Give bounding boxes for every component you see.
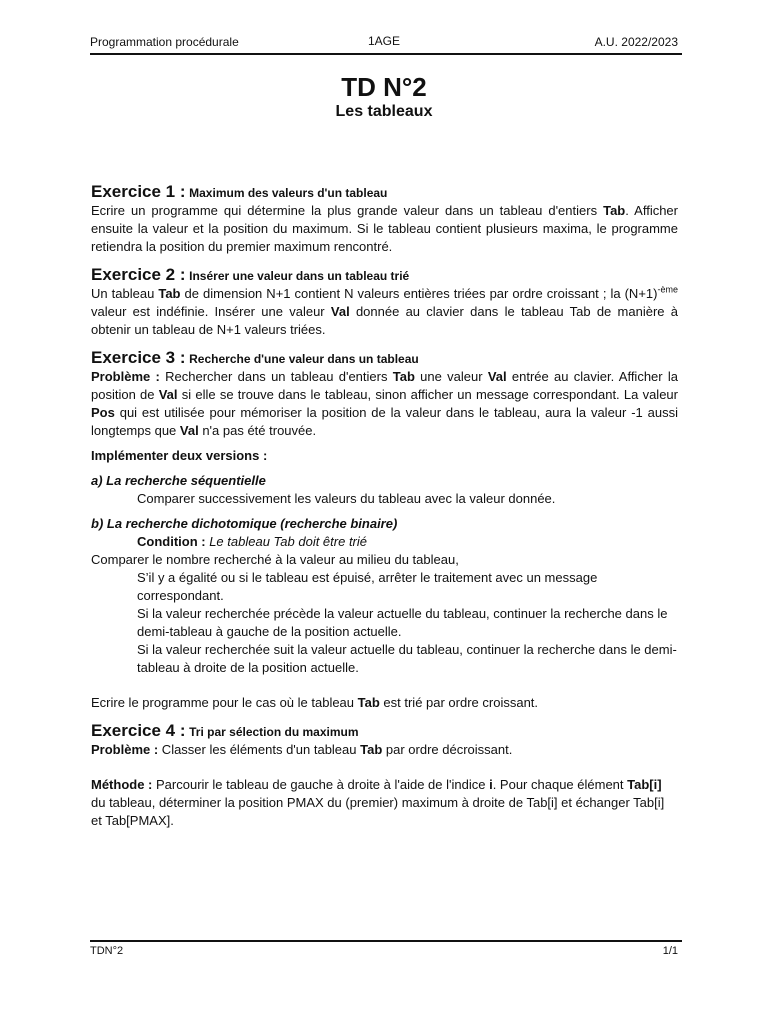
exercise-3-final: Ecrire le programme pour le cas où le tableau Tab est trié par ordre croissant. bbox=[91, 695, 539, 710]
exercise-1-label: Exercice 1 : bbox=[91, 182, 186, 201]
exercise-3-heading bbox=[91, 349, 678, 368]
page-footer bbox=[90, 945, 678, 957]
page-subtitle: Les tableaux bbox=[335, 103, 433, 120]
exercise-3-label: Exercice 3 : bbox=[91, 348, 186, 367]
footer-doc-name: TDN°2 bbox=[90, 945, 124, 957]
exercise-1-text: Ecrire un programme qui détermine la plus grande valeur dans un tableau d'entiers Tab. Afficher ensuite la valeur et la position du maximum. Si le tableau contient plusieurs maxima, le programme retiendra la position du premier maximum rencontré. bbox=[91, 203, 678, 254]
exercise-3-step-1: S’il y a égalité ou si le tableau est épuisé, arrêter le traitement avec un message correspondant. bbox=[137, 570, 598, 603]
exercise-2-text: Un tableau Tab de dimension N+1 contient N valeurs entières triées par ordre croissant ; la $(N+1)^{-ème}$ valeur est indéfinie. Insérer une valeur Val donnée au clavier dans le tableau Tab de manière à obtenir un tableau de N+1 valeurs triées. bbox=[91, 284, 678, 337]
exercise-3-version-a-title: a) La recherche séquentielle bbox=[91, 473, 266, 488]
exercise-2-heading bbox=[91, 266, 678, 285]
exercise-4-label: Exercice 4 : bbox=[91, 721, 186, 740]
footer-page-number: 1/1 bbox=[662, 945, 678, 957]
document-body bbox=[91, 183, 678, 830]
exercise-1-heading bbox=[91, 183, 678, 202]
header-year: A.U. 2022/2023 bbox=[594, 35, 678, 49]
footer-rule bbox=[90, 940, 682, 942]
header-course: Programmation procédurale bbox=[90, 35, 239, 49]
exercise-4-method: Méthode : Parcourir le tableau de gauche à droite à l'aide de l'indice i. Pour chaque élément Tab[i] du tableau, déterminer la position PMAX du (premier) maximum à droite de Tab[i] et échanger Tab[i] et Tab[PMAX]. bbox=[91, 777, 665, 828]
exercise-1-topic: Maximum des valeurs d'un tableau bbox=[189, 186, 388, 200]
page-header bbox=[90, 33, 678, 51]
exercise-3-problem: Problème : Rechercher dans un tableau d'entiers Tab une valeur Val entrée au clavier. Afficher la position de Val si elle se trouve dans le tableau, sinon afficher un message correspondant. La valeur Pos qui est utilisée pour mémoriser la position de la valeur dans le tableau, aura la valeur -1 aussi longtemps que Val n'a pas été trouvée. bbox=[91, 369, 678, 438]
header-rule bbox=[90, 53, 682, 55]
exercise-3-step-2: Si la valeur recherchée précède la valeur actuelle du tableau, continuer la recherche dans le demi-tableau à gauche de la position actuelle. bbox=[137, 606, 668, 639]
exercise-3-version-b-intro: Comparer le nombre recherché à la valeur au milieu du tableau, bbox=[91, 552, 459, 567]
exercise-4-problem: Problème : Classer les éléments d'un tableau Tab par ordre décroissant. bbox=[91, 742, 513, 757]
exercise-2-topic: Insérer une valeur dans un tableau trié bbox=[189, 269, 410, 283]
exercise-3-implement: Implémenter deux versions : bbox=[91, 448, 268, 463]
page-title: TD N°2 bbox=[341, 72, 427, 102]
exercise-3-condition: Condition : Le tableau Tab doit être trié bbox=[137, 534, 368, 549]
exercise-2-label: Exercice 2 : bbox=[91, 265, 186, 284]
header-class: 1AGE bbox=[367, 34, 401, 48]
exercise-3-version-a-text: Comparer successivement les valeurs du tableau avec la valeur donnée. bbox=[137, 491, 556, 506]
exercise-4-heading bbox=[91, 722, 678, 741]
exercise-4-topic: Tri par sélection du maximum bbox=[189, 725, 359, 739]
exercise-3-version-b-title: b) La recherche dichotomique (recherche binaire) bbox=[91, 516, 398, 531]
exercise-3-topic: Recherche d'une valeur dans un tableau bbox=[189, 352, 419, 366]
exercise-3-step-3: Si la valeur recherchée suit la valeur actuelle du tableau, continuer la recherche dans le demi-tableau à droite de la position actuelle. bbox=[137, 642, 677, 675]
